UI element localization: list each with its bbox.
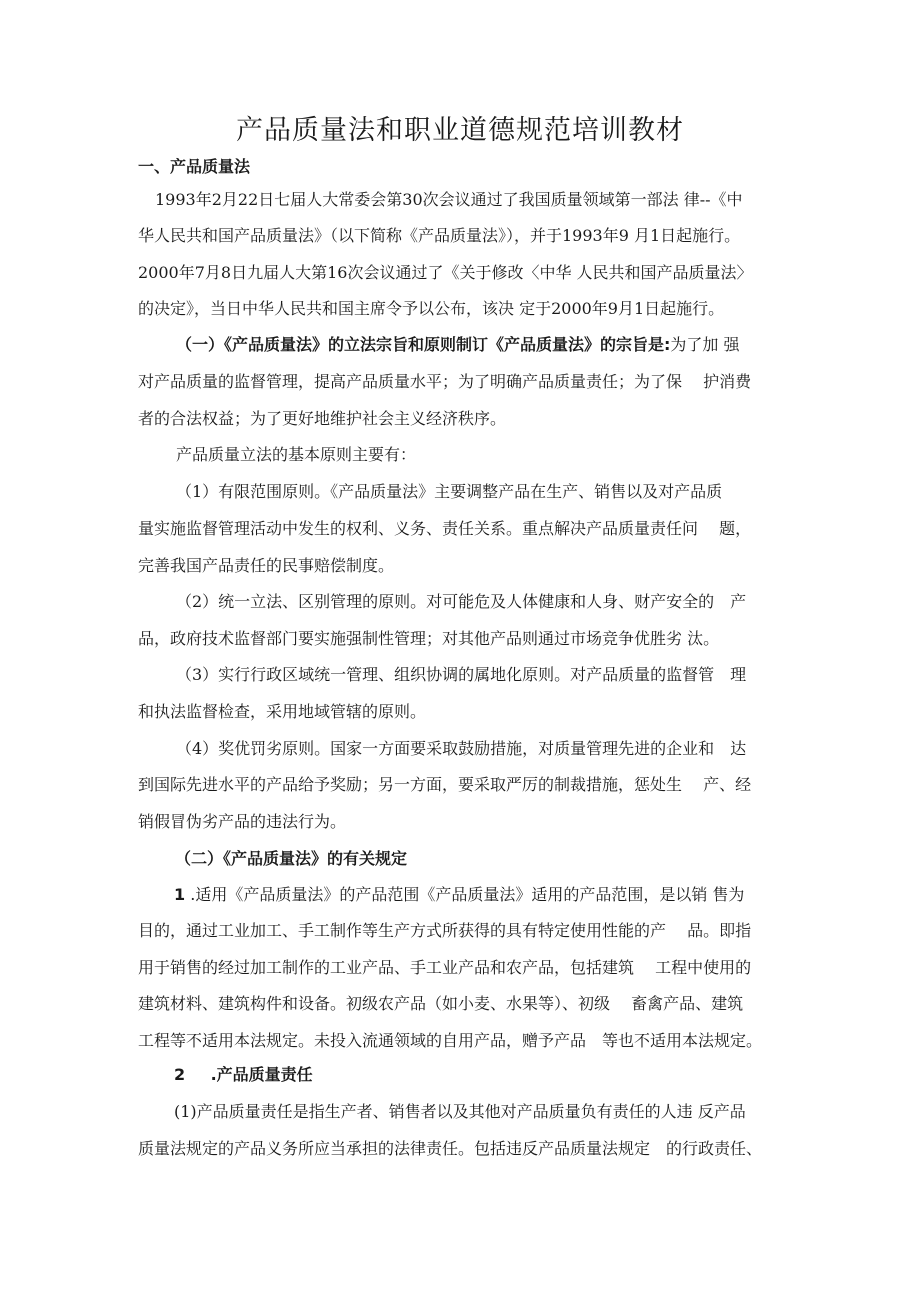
text-line: 和执法监督检查，采用地域管辖的原则。 <box>138 702 427 721</box>
text-line: 华人民共和国产品质量法》（以下简称《产品质量法》），并于1993年9 月1日起施行。 <box>138 226 741 245</box>
text-line: 量实施监督管理活动中发生的权利、义务、责任关系。重点解决产品质量责任问 题， <box>138 519 752 538</box>
paragraph-product-scope <box>174 877 796 914</box>
paragraph-principle-4 <box>176 731 796 768</box>
text-line: 销假冒伪劣产品的违法行为。 <box>138 811 347 831</box>
text-line: 目的，通过工业加工、手工制作等生产方式所获得的具有特定使用性能的产 品。即指 <box>138 921 752 940</box>
paragraph-principle-3 <box>176 657 796 694</box>
paragraph-law-history-cont <box>138 218 790 328</box>
paragraph-principle-1 <box>176 474 796 511</box>
paragraph-principle-2 <box>176 584 796 621</box>
paragraph-liability-definition <box>174 1094 796 1131</box>
paragraph-law-history <box>155 182 795 219</box>
text-line: 产品质量立法的基本原则主要有： <box>176 445 417 464</box>
text-line: 者的合法权益；为了更好地维护社会主义经济秩序。 <box>138 408 507 428</box>
paragraph-principle-1-cont <box>138 511 790 584</box>
text-line: 完善我国产品责任的民事赔偿制度。 <box>138 555 395 575</box>
text-line: 到国际先进水平的产品给予奖励；另一方面，要采取严厉的制裁措施，惩处生 产、经 <box>138 775 752 794</box>
text-line <box>176 327 796 364</box>
text-line: 用于销售的经过加工制作的工业产品、手工业产品和农产品，包括建筑 工程中使用的 <box>138 957 752 977</box>
text-line <box>174 877 796 914</box>
paragraph-principle-4-cont <box>138 767 790 840</box>
text-line: 品，政府技术监督部门要实施强制性管理；对其他产品则通过市场竞争优胜劣 汰。 <box>138 629 720 648</box>
paragraph-legislative-purpose-cont <box>138 364 790 437</box>
text-fragment: 为了加 强 <box>670 335 740 354</box>
item-heading-text: .产品质量责任 <box>210 1065 313 1084</box>
document-title: 产品质量法和职业道德规范培训教材 <box>236 115 684 146</box>
item-number: 1 <box>174 885 186 904</box>
text-line: （1）有限范围原则。《产品质量法》主要调整产品在生产、销售以及对产品质 <box>176 482 723 501</box>
text-line: （4）奖优罚劣原则。国家一方面要采取鼓励措施，对质量管理先进的企业和 达 <box>176 739 747 758</box>
item-heading-quality-liability <box>174 1057 474 1094</box>
paragraph-principle-3-cont <box>138 694 790 731</box>
text-fragment: .适用《产品质量法》的产品范围《产品质量法》适用的产品范围，是以销 售为 <box>190 885 745 904</box>
paragraph-legislative-purpose <box>176 327 796 364</box>
paragraph-principle-2-cont <box>138 621 790 658</box>
text-line <box>174 1057 474 1094</box>
paragraph-product-scope-cont <box>138 913 790 1059</box>
item-number: 2 <box>174 1065 186 1084</box>
paragraph-basic-principles <box>176 437 796 474</box>
paragraph-liability-definition-cont <box>138 1131 790 1168</box>
text-line: 对产品质量的监督管理，提高产品质量水平；为了明确产品质量责任；为了保 护消费 <box>138 372 752 391</box>
text-line: 1993年2月22日七届人大常委会第30次会议通过了我国质量领域第一部法 律--《中 <box>155 190 743 209</box>
subsection-heading-provisions: （二）《产品质量法》的有关规定 <box>175 849 408 868</box>
text-line: 2000年7月8日九届人大第16次会议通过了《关于修改〈中华 人民共和国产品质量法〉 <box>138 262 753 282</box>
section-heading-product-quality-law: 一、产品质量法 <box>138 157 251 176</box>
text-line: （3）实行行政区域统一管理、组织协调的属地化原则。对产品质量的监督管 理 <box>176 665 747 684</box>
text-line: 的决定》，当日中华人民共和国主席令予以公布，该决 定于2000年9月1日起施行。 <box>138 299 725 318</box>
text-line: 工程等不适用本法规定。未投入流通领域的自用产品，赠予产品 等也不适用本法规定。 <box>138 1030 763 1050</box>
text-line: (1)产品质量责任是指生产者、销售者以及其他对产品质量负有责任的人违 反产品 <box>174 1102 746 1121</box>
text-line: （2）统一立法、区别管理的原则。对可能危及人体健康和人身、财产安全的 产 <box>176 592 747 611</box>
text-line: 建筑材料、建筑构件和设备。初级农产品（如小麦、水果等）、初级 畜禽产品、建筑 <box>138 994 744 1013</box>
text-line: 质量法规定的产品义务所应当承担的法律责任。包括违反产品质量法规定 的行政责任、 <box>138 1139 763 1158</box>
subsection-heading-purpose: （一）《产品质量法》的立法宗旨和原则制订《产品质量法》的宗旨是: <box>176 335 671 354</box>
